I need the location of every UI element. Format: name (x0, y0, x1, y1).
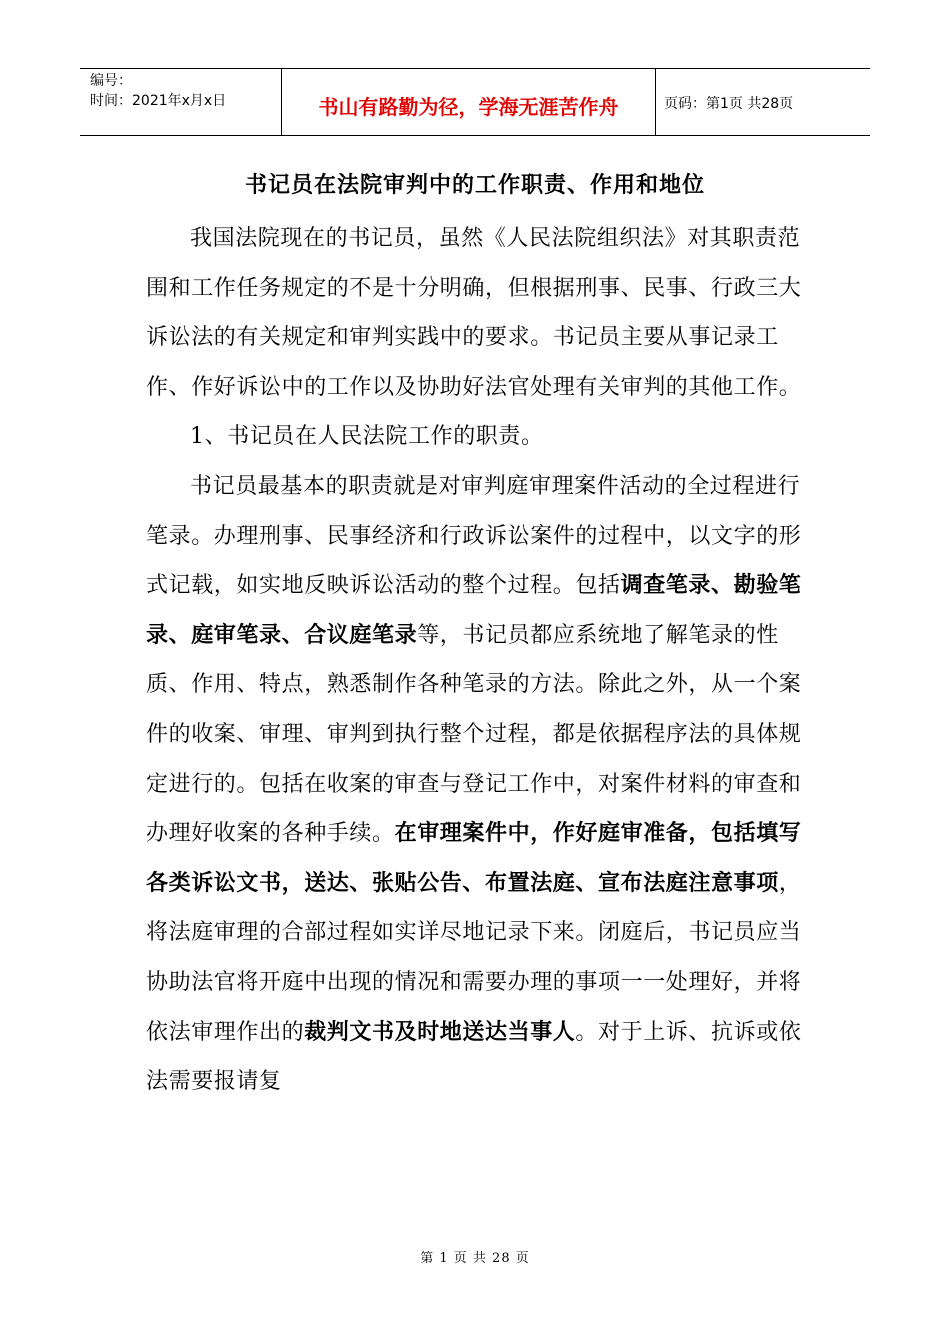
header-page-info: 页码：第1页 共28页 (664, 96, 794, 112)
header-meta-cell (80, 69, 282, 135)
text-run: 。对于上诉、抗诉或依法需要报请复 (146, 1019, 802, 1095)
bold-text-run: 裁判文书及时地送达当事人 (304, 1018, 576, 1045)
header-time-label: 时间：2021年x月x日 (90, 93, 227, 109)
text-run: 书记员最基本的职责就是对审判庭审理案件活动的全过程进行笔录。办理刑事、民事经济和行政诉讼案件的过程中，以文字的形式记载，如实地反映诉讼活动的整个过程。包括 (146, 473, 802, 599)
body-paragraph (146, 462, 806, 1107)
bold-text-run: 调查笔录、勘验笔录、庭审笔录、合议庭笔录 (146, 572, 802, 648)
header-number-label: 编号： (90, 73, 132, 89)
text-run: 1、书记员在人民法院工作的职责。 (190, 424, 544, 450)
document-title: 书记员在法院审判中的工作职责、作用和地位 (244, 172, 705, 198)
header-motto: 书山有路勤为径，学海无涯苦作舟 (282, 69, 656, 135)
document-header (80, 68, 870, 136)
text-run: 我国法院现在的书记员，虽然《人民法院组织法》对其职责范围和工作任务规定的不是十分明确，但根据刑事、民事、行政三大诉讼法的有关规定和审判实践中的要求。书记员主要从事记录工作、作好诉讼中的工作以及协助好法官处理有关审判的其他工作。 (146, 226, 802, 400)
text-run: ，将法庭审理的合部过程如实详尽地记录下来。闭庭后，书记员应当协助法官将开庭中出现的情况和需要办理的事项一一处理好，并将依法审理作出的 (146, 870, 802, 1045)
body-paragraph (146, 214, 806, 412)
body-paragraph (146, 412, 806, 462)
document-body (146, 214, 806, 1107)
bold-text-run: 在审理案件中，作好庭审准备，包括填写各类诉讼文书，送达、张贴公告、布置法庭、宣布法庭注意事项 (146, 820, 802, 896)
page-footer: 第 1 页 共 28 页 (420, 1251, 530, 1266)
text-run: 等，书记员都应系统地了解笔录的性质、作用、特点，熟悉制作各种笔录的方法。除此之外，从一个案件的收案、审理、审判到执行整个过程，都是依据程序法的具体规定进行的。包括在收案的审查与登记工作中，对案件材料的审查和办理好收案的各种手续。 (146, 622, 802, 847)
